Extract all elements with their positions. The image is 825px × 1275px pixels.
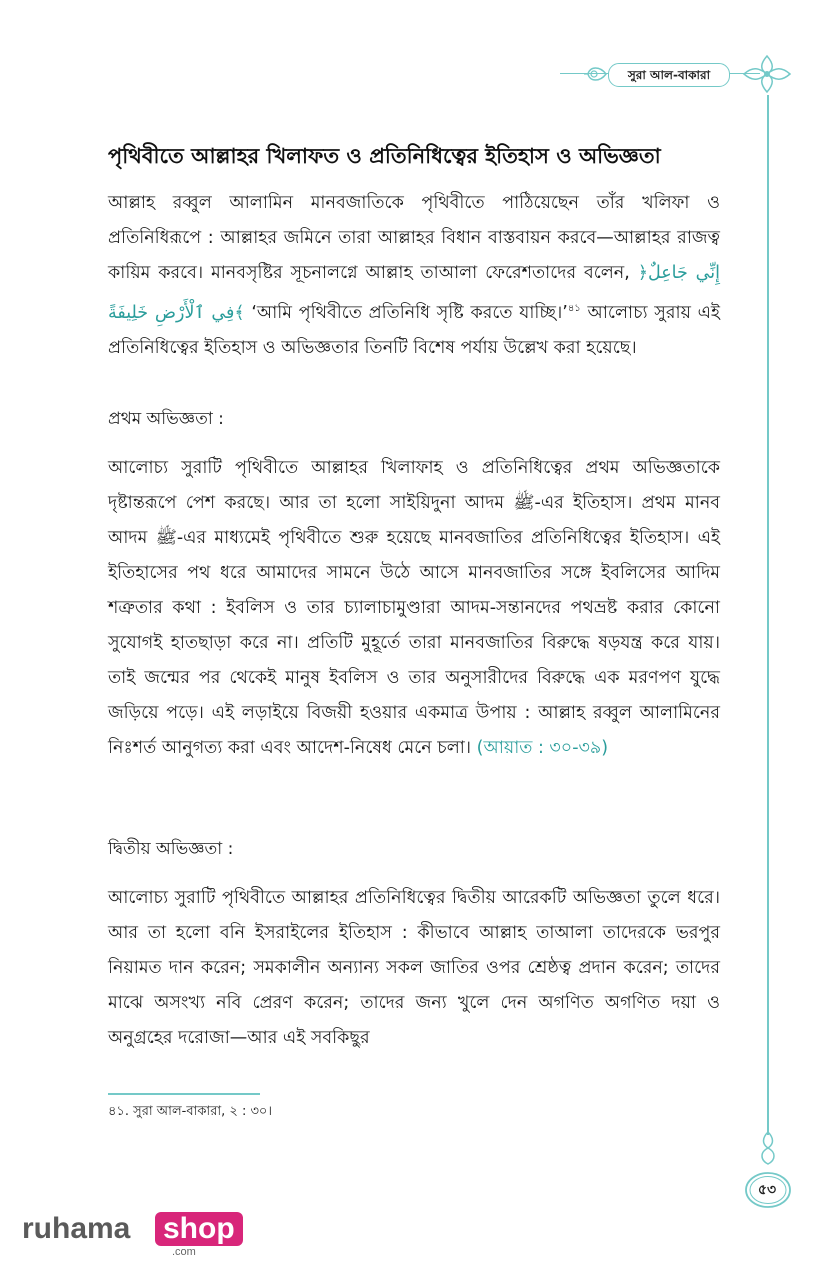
watermark-brand: ruhama [22,1212,131,1245]
margin-rule [767,95,769,1135]
quran-arabic-quote: ﴿إِنِّي جَاعِلٌ فِي ٱلْأَرْضِ خَلِيفَةً﴾ [108,263,720,323]
section-text-second: আলোচ্য সুরাটি পৃথিবীতে আল্লাহর প্রতিনিধিত্বের দ্বিতীয় আরেকটি অভিজ্ঞতা তুলে ধরে। আর তা হলো বনি ইসরাইলের ইতিহাস : কীভাবে আল্লাহ তাআলা তাদেরকে ভরপুর নিয়ামত দান করেন; সমকালীন অন্যান্য সকল জাতির ওপর শ্রেষ্ঠত্ব প্রদান করেন; তাদের মাঝে অসংখ্য নবি প্রেরণ করেন; তাদের জন্য খুলে দেন অগণিত অগণিত দয়া ও অনুগ্রহের দরোজা—আর এই সবকিছুর [108,888,720,1048]
running-header: সুরা আল-বাকারা [608,63,730,87]
footnote: ৪১. সুরা আল-বাকারা, ২ : ৩০। [108,1104,273,1119]
section-body-second [108,881,720,1056]
watermark-logo [22,1210,282,1256]
intro-text-1: আল্লাহ রব্বুল আলামিন মানবজাতিকে পৃথিবীতে পাঠিয়েছেন তাঁর খলিফা ও প্রতিনিধিরূপে : আল্লাহর জমিনে তারা আল্লাহর বিধান বাস্তবায়ন করবে—আল্লাহর রাজত্ব কায়িম করবে। মানবসৃষ্টির সূচনালগ্নে আল্লাহ তাআলা ফেরেশতাদের বলেন, [108,193,720,283]
intro-text-2: ‘আমি পৃথিবীতে প্রতিনিধি সৃষ্টি করতে যাচ্ছি।’ [251,302,568,323]
footnote-reference: ৪১ [567,303,581,314]
ayat-reference: (আয়াত : ৩০-৩৯) [476,738,609,758]
section-heading-first: প্রথম অভিজ্ঞতা : [108,409,224,429]
intro-paragraph [108,186,720,366]
section-text-first: আলোচ্য সুরাটি পৃথিবীতে আল্লাহর খিলাফাহ ও প্রতিনিধিত্বের প্রথম অভিজ্ঞতাকে দৃষ্টান্তরূপে পেশ করছে। আর তা হলো সাইয়িদুনা আদম ﷺ-এর ইতিহাস। প্রথম মানব আদম ﷺ-এর মাধ্যমেই পৃথিবীতে শুরু হয়েছে মানবজাতির প্রতিনিধিত্বের ইতিহাস। এই ইতিহাসের পথ ধরে আমাদের সামনে উঠে আসে মানবজাতির সঙ্গে ইবলিসের আদিম শত্রুতার কথা : ইবলিস ও তার চ্যালাচামুণ্ডারা আদম-সন্তানদের পথভ্রষ্ট করার কোনো সুযোগই হাতছাড়া করে না। প্রতিটি মুহূর্তে তারা মানবজাতির বিরুদ্ধে ষড়যন্ত্র করে যায়। তাই জন্মের পর থেকেই মানুষ ইবলিস ও তার অনুসারীদের বিরুদ্ধে এক মরণপণ যুদ্ধে জড়িয়ে পড়ে। এই লড়াইয়ে বিজয়ী হওয়ার একমাত্র উপায় : আল্লাহ রব্বুল আলামিনের নিঃশর্ত আনুগত্য করা এবং আদেশ-নিষেধ মেনে চলা। [108,458,721,758]
watermark-domain: .com [172,1246,196,1258]
ornament-left-icon [582,62,608,86]
footnote-divider [108,1093,260,1095]
intro-text-3: আলোচ্য সুরায় এই প্রতিনিধিত্বের ইতিহাস ও অভিজ্ঞতার তিনটি বিশেষ পর্যায় উল্লেখ করা হয়েছে। [108,302,720,358]
section-heading-second: দ্বিতীয় অভিজ্ঞতা : [108,839,234,859]
watermark-shop: shop [155,1212,243,1246]
ornament-corner-icon [740,50,794,98]
page-title: পৃথিবীতে আল্লাহর খিলাফত ও প্রতিনিধিত্বের ইতিহাস ও অভিজ্ঞতা [108,144,661,168]
page-number: ৫৩ [757,1182,777,1198]
section-body-first [108,451,720,766]
